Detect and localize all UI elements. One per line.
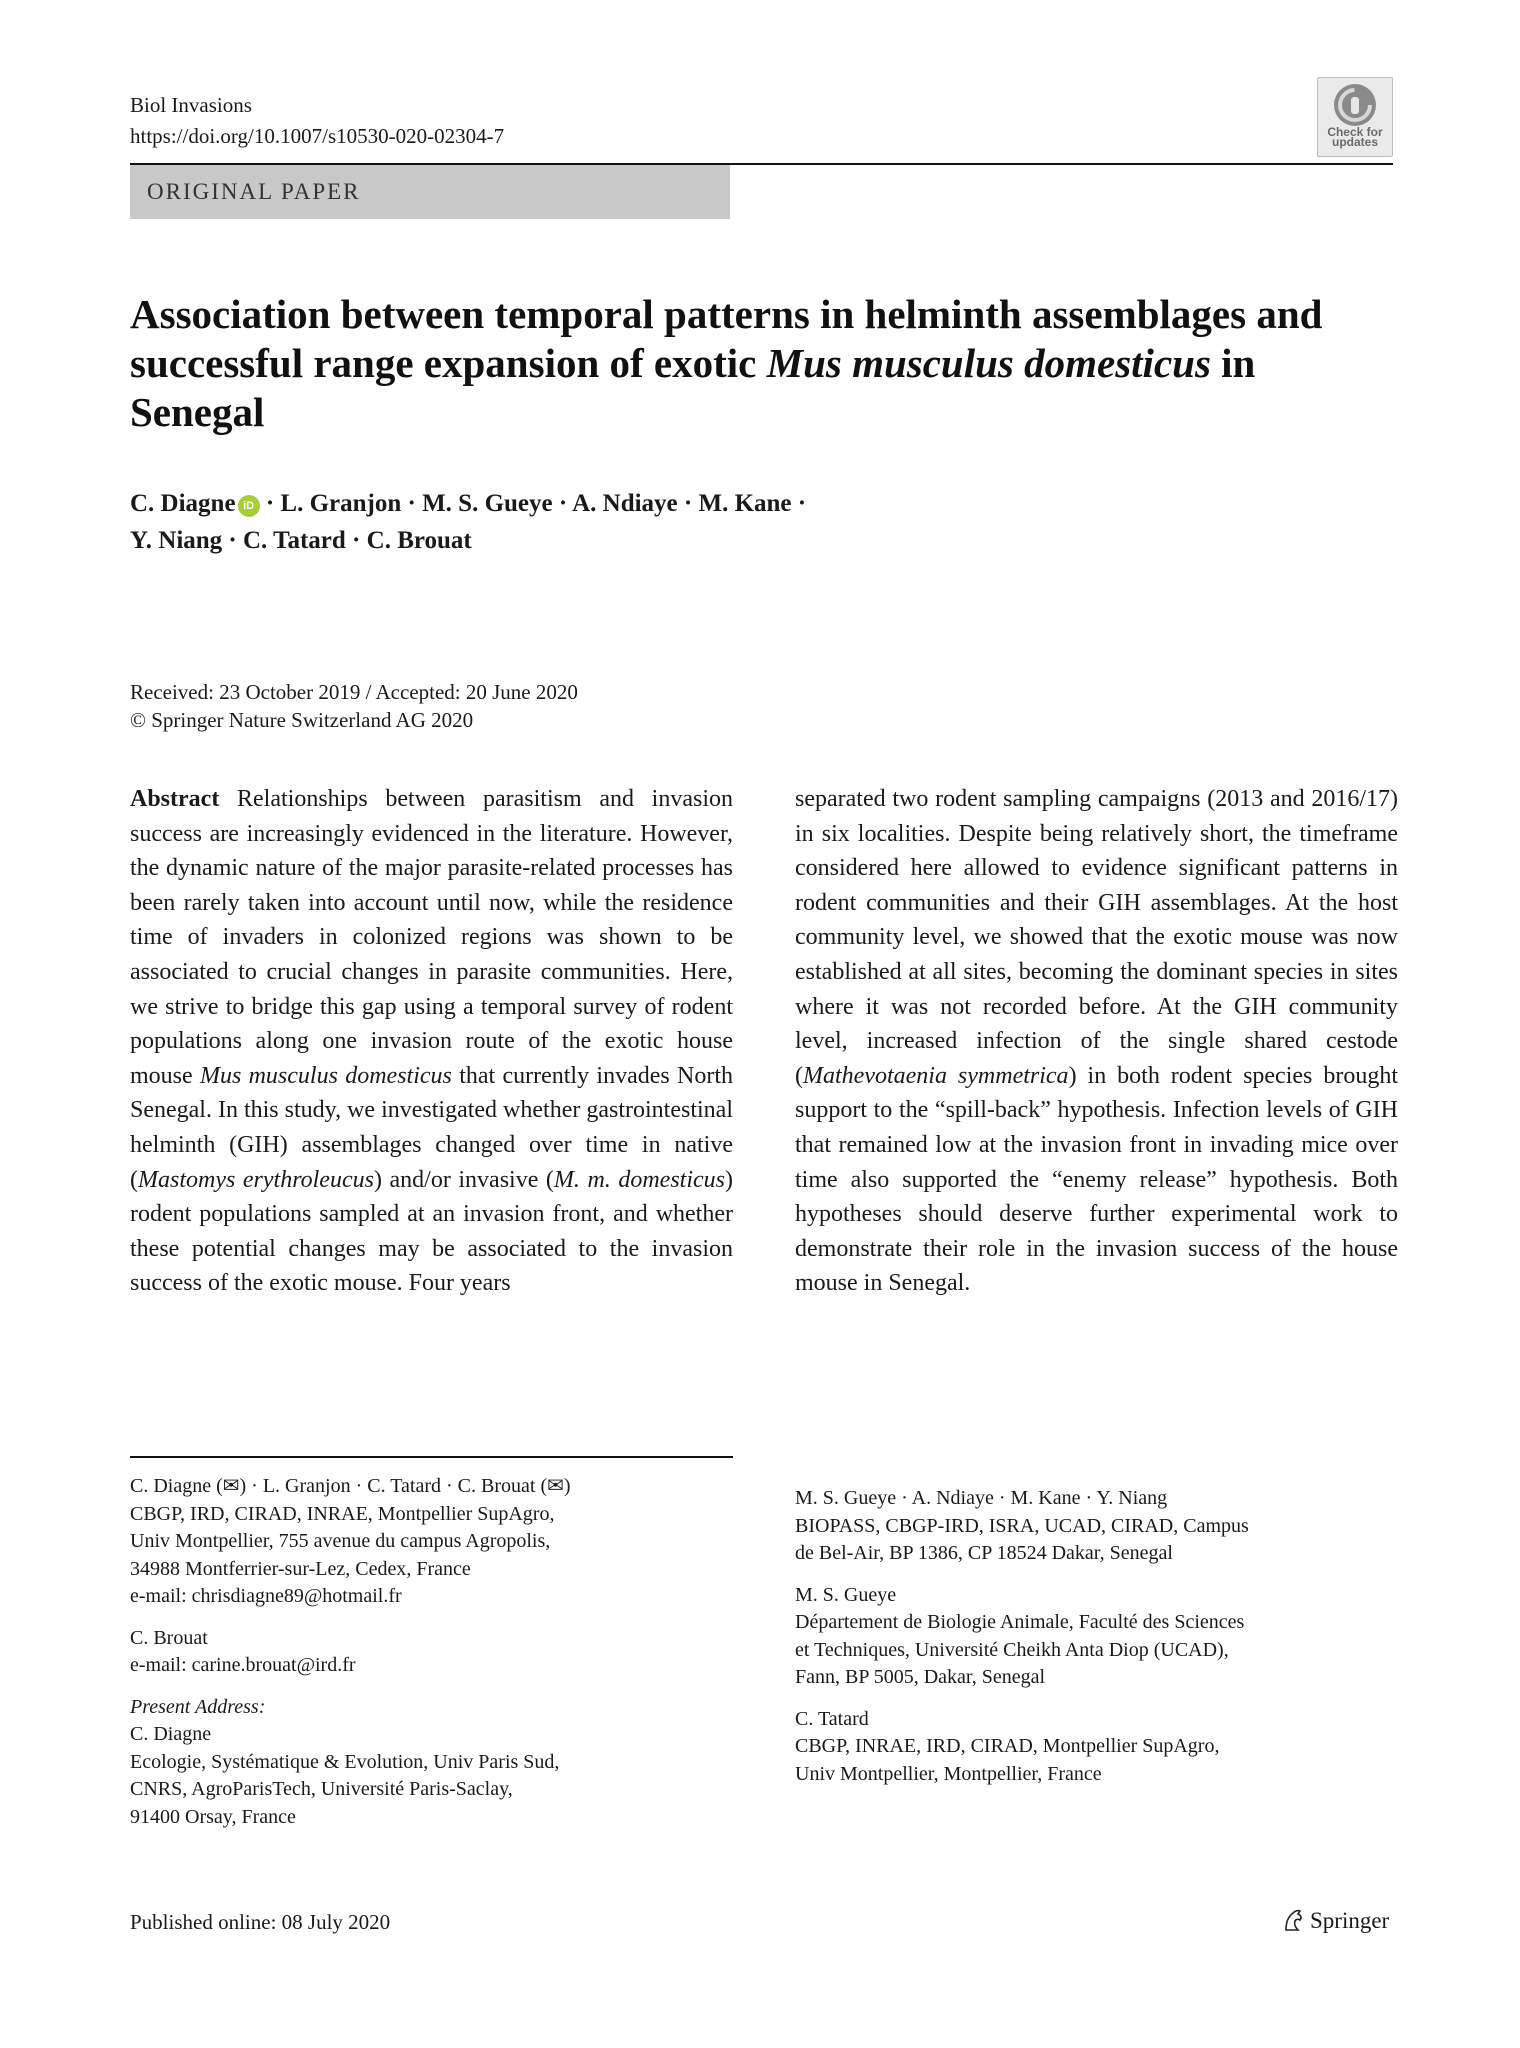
check-updates-icon bbox=[1332, 82, 1378, 128]
badge-text-2: updates bbox=[1331, 135, 1378, 149]
abstract-italic-3: M. m. domesticus bbox=[553, 1166, 725, 1193]
affiliation-block-1 bbox=[130, 1473, 733, 1611]
article-dates bbox=[130, 678, 578, 734]
affiliations-left bbox=[130, 1473, 733, 1845]
affiliation-line: Département de Biologie Animale, Faculté des Sciences bbox=[795, 1611, 1245, 1633]
affiliation-names: C. Brouat bbox=[130, 1626, 208, 1649]
present-address-label: Present Address: bbox=[130, 1695, 266, 1718]
abstract-text-3: ) and/or invasive ( bbox=[373, 1166, 554, 1193]
badge-text-1: Check for bbox=[1327, 125, 1383, 139]
affiliation-line: 91400 Orsay, France bbox=[130, 1805, 296, 1828]
affiliation-line: Univ Montpellier, 755 avenue du campus Agropolis, bbox=[130, 1530, 551, 1552]
abstract-text-2: that currently invades North Senegal. In this study, we investigated whether gastrointestinal helminth (GIH) assemblages changed over time in native ( bbox=[130, 1062, 733, 1193]
copyright-line: © Springer Nature Switzerland AG 2020 bbox=[130, 708, 474, 732]
published-online: Published online: 08 July 2020 bbox=[130, 1910, 391, 1934]
affiliation-line: CBGP, IRD, CIRAD, INRAE, Montpellier SupAgro, bbox=[130, 1502, 555, 1525]
received-accepted: Received: 23 October 2019 / Accepted: 20 June 2020 bbox=[130, 680, 578, 704]
affiliation-line: CBGP, INRAE, IRD, CIRAD, Montpellier SupAgro, bbox=[795, 1735, 1220, 1757]
orcid-icon[interactable]: iD bbox=[238, 495, 260, 517]
publisher-logo[interactable] bbox=[1282, 1908, 1389, 1934]
affiliation-names: M. S. Gueye bbox=[795, 1583, 897, 1606]
affiliation-names: C. Diagne bbox=[130, 1723, 212, 1745]
author-first[interactable]: C. Diagne bbox=[130, 490, 236, 517]
abstract-label: Abstract bbox=[130, 786, 220, 812]
affiliation-line: et Techniques, Université Cheikh Anta Diop (UCAD), bbox=[795, 1638, 1229, 1661]
article-type-tag: ORIGINAL PAPER bbox=[130, 165, 730, 219]
affiliation-line: Univ Montpellier, Montpellier, France bbox=[795, 1762, 1102, 1785]
abstract-text-r1: separated two rodent sampling campaigns (2013 and 2016/17) in six localities. Despite being relatively short, the timeframe considered here allowed to evidence significant patterns in rodent communities and their GIH assemblages. At the host community level, we showed that the exotic mouse was now established at all sites, becoming the dominant species in sites where it was not recorded before. At the GIH community level, increased infection of the single shared cestode ( bbox=[795, 786, 1398, 1089]
article-title bbox=[130, 290, 1330, 437]
affiliation-rule bbox=[130, 1456, 733, 1458]
affiliation-names: C. Tatard bbox=[795, 1707, 869, 1730]
affiliation-names: C. Diagne (✉) · L. Granjon · C. Tatard · C. Brouat (✉) bbox=[130, 1475, 571, 1497]
doi-link[interactable]: https://doi.org/10.1007/s10530-020-02304-7 bbox=[130, 124, 505, 148]
author-line-2: Y. Niang · C. Tatard · C. Brouat bbox=[130, 527, 472, 554]
publisher-name: Springer bbox=[1310, 1908, 1390, 1933]
title-italic-species: Mus musculus domesticus bbox=[766, 340, 1211, 386]
affiliation-block-2 bbox=[130, 1625, 733, 1680]
abstract-column-left bbox=[130, 782, 733, 1301]
abstract-italic-1: Mus musculus domesticus bbox=[199, 1062, 452, 1089]
affiliation-line: CNRS, AgroParisTech, Université Paris-Saclay, bbox=[130, 1778, 513, 1800]
abstract-text-4: ) rodent populations sampled at an invasion front, and whether these potential changes may be associated to the invasion success of the exotic mouse. Four years bbox=[130, 1166, 733, 1297]
abstract-italic-r1: Mathevotaenia symmetrica bbox=[803, 1062, 1069, 1089]
author-line-1 bbox=[130, 485, 1330, 522]
author-list bbox=[130, 485, 1330, 559]
affiliation-block-4 bbox=[795, 1485, 1398, 1568]
abstract-italic-2: Mastomys erythroleucus bbox=[138, 1166, 374, 1193]
affiliation-line: Fann, BP 5005, Dakar, Senegal bbox=[795, 1666, 1046, 1688]
affiliation-line: Ecologie, Systématique & Evolution, Univ Paris Sud, bbox=[130, 1750, 560, 1773]
affiliation-block-6 bbox=[795, 1706, 1398, 1789]
author-rest-line-1: · L. Granjon · M. S. Gueye · A. Ndiaye · M. Kane · bbox=[259, 490, 807, 517]
check-for-updates-badge[interactable] bbox=[1317, 77, 1393, 157]
journal-header bbox=[130, 90, 504, 152]
affiliation-block-3 bbox=[130, 1694, 733, 1832]
abstract-column-right bbox=[795, 782, 1398, 1301]
email-link[interactable]: e-mail: carine.brouat@ird.fr bbox=[130, 1654, 356, 1676]
title-part-1: Association between temporal patterns in helminth assemblages and successful range expansion of exotic bbox=[130, 291, 1323, 386]
affiliation-line: 34988 Montferrier-sur-Lez, Cedex, France bbox=[130, 1557, 471, 1580]
affiliations-right bbox=[795, 1485, 1398, 1802]
journal-name: Biol Invasions bbox=[130, 93, 252, 117]
affiliation-names: M. S. Gueye · A. Ndiaye · M. Kane · Y. Niang bbox=[795, 1487, 1168, 1509]
email-link[interactable]: e-mail: chrisdiagne89@hotmail.fr bbox=[130, 1585, 402, 1607]
springer-horse-icon bbox=[1282, 1908, 1304, 1932]
affiliation-line: de Bel-Air, BP 1386, CP 18524 Dakar, Senegal bbox=[795, 1542, 1173, 1564]
abstract-text-1: Relationships between parasitism and invasion success are increasingly evidenced in the literature. However, the dynamic nature of the major parasite-related processes has been rarely taken into account until now, while the residence time of invaders in colonized regions was shown to be associated to crucial changes in parasite communities. Here, we strive to bridge this gap using a temporal survey of rodent populations along one invasion route of the exotic house mouse bbox=[130, 786, 733, 1089]
affiliation-line: BIOPASS, CBGP-IRD, ISRA, UCAD, CIRAD, Campus bbox=[795, 1514, 1249, 1537]
affiliation-block-5 bbox=[795, 1582, 1398, 1692]
abstract-text-r2: ) in both rodent species brought support to the “spill-back” hypothesis. Infection levels of GIH that remained low at the invasion front in invading mice over time also supported the “enemy release” hypothesis. Both hypotheses should deserve further experimental work to demonstrate their role in the invasion success of the house mouse in Senegal. bbox=[795, 1062, 1398, 1297]
title-part-2: in Senegal bbox=[130, 340, 1256, 435]
